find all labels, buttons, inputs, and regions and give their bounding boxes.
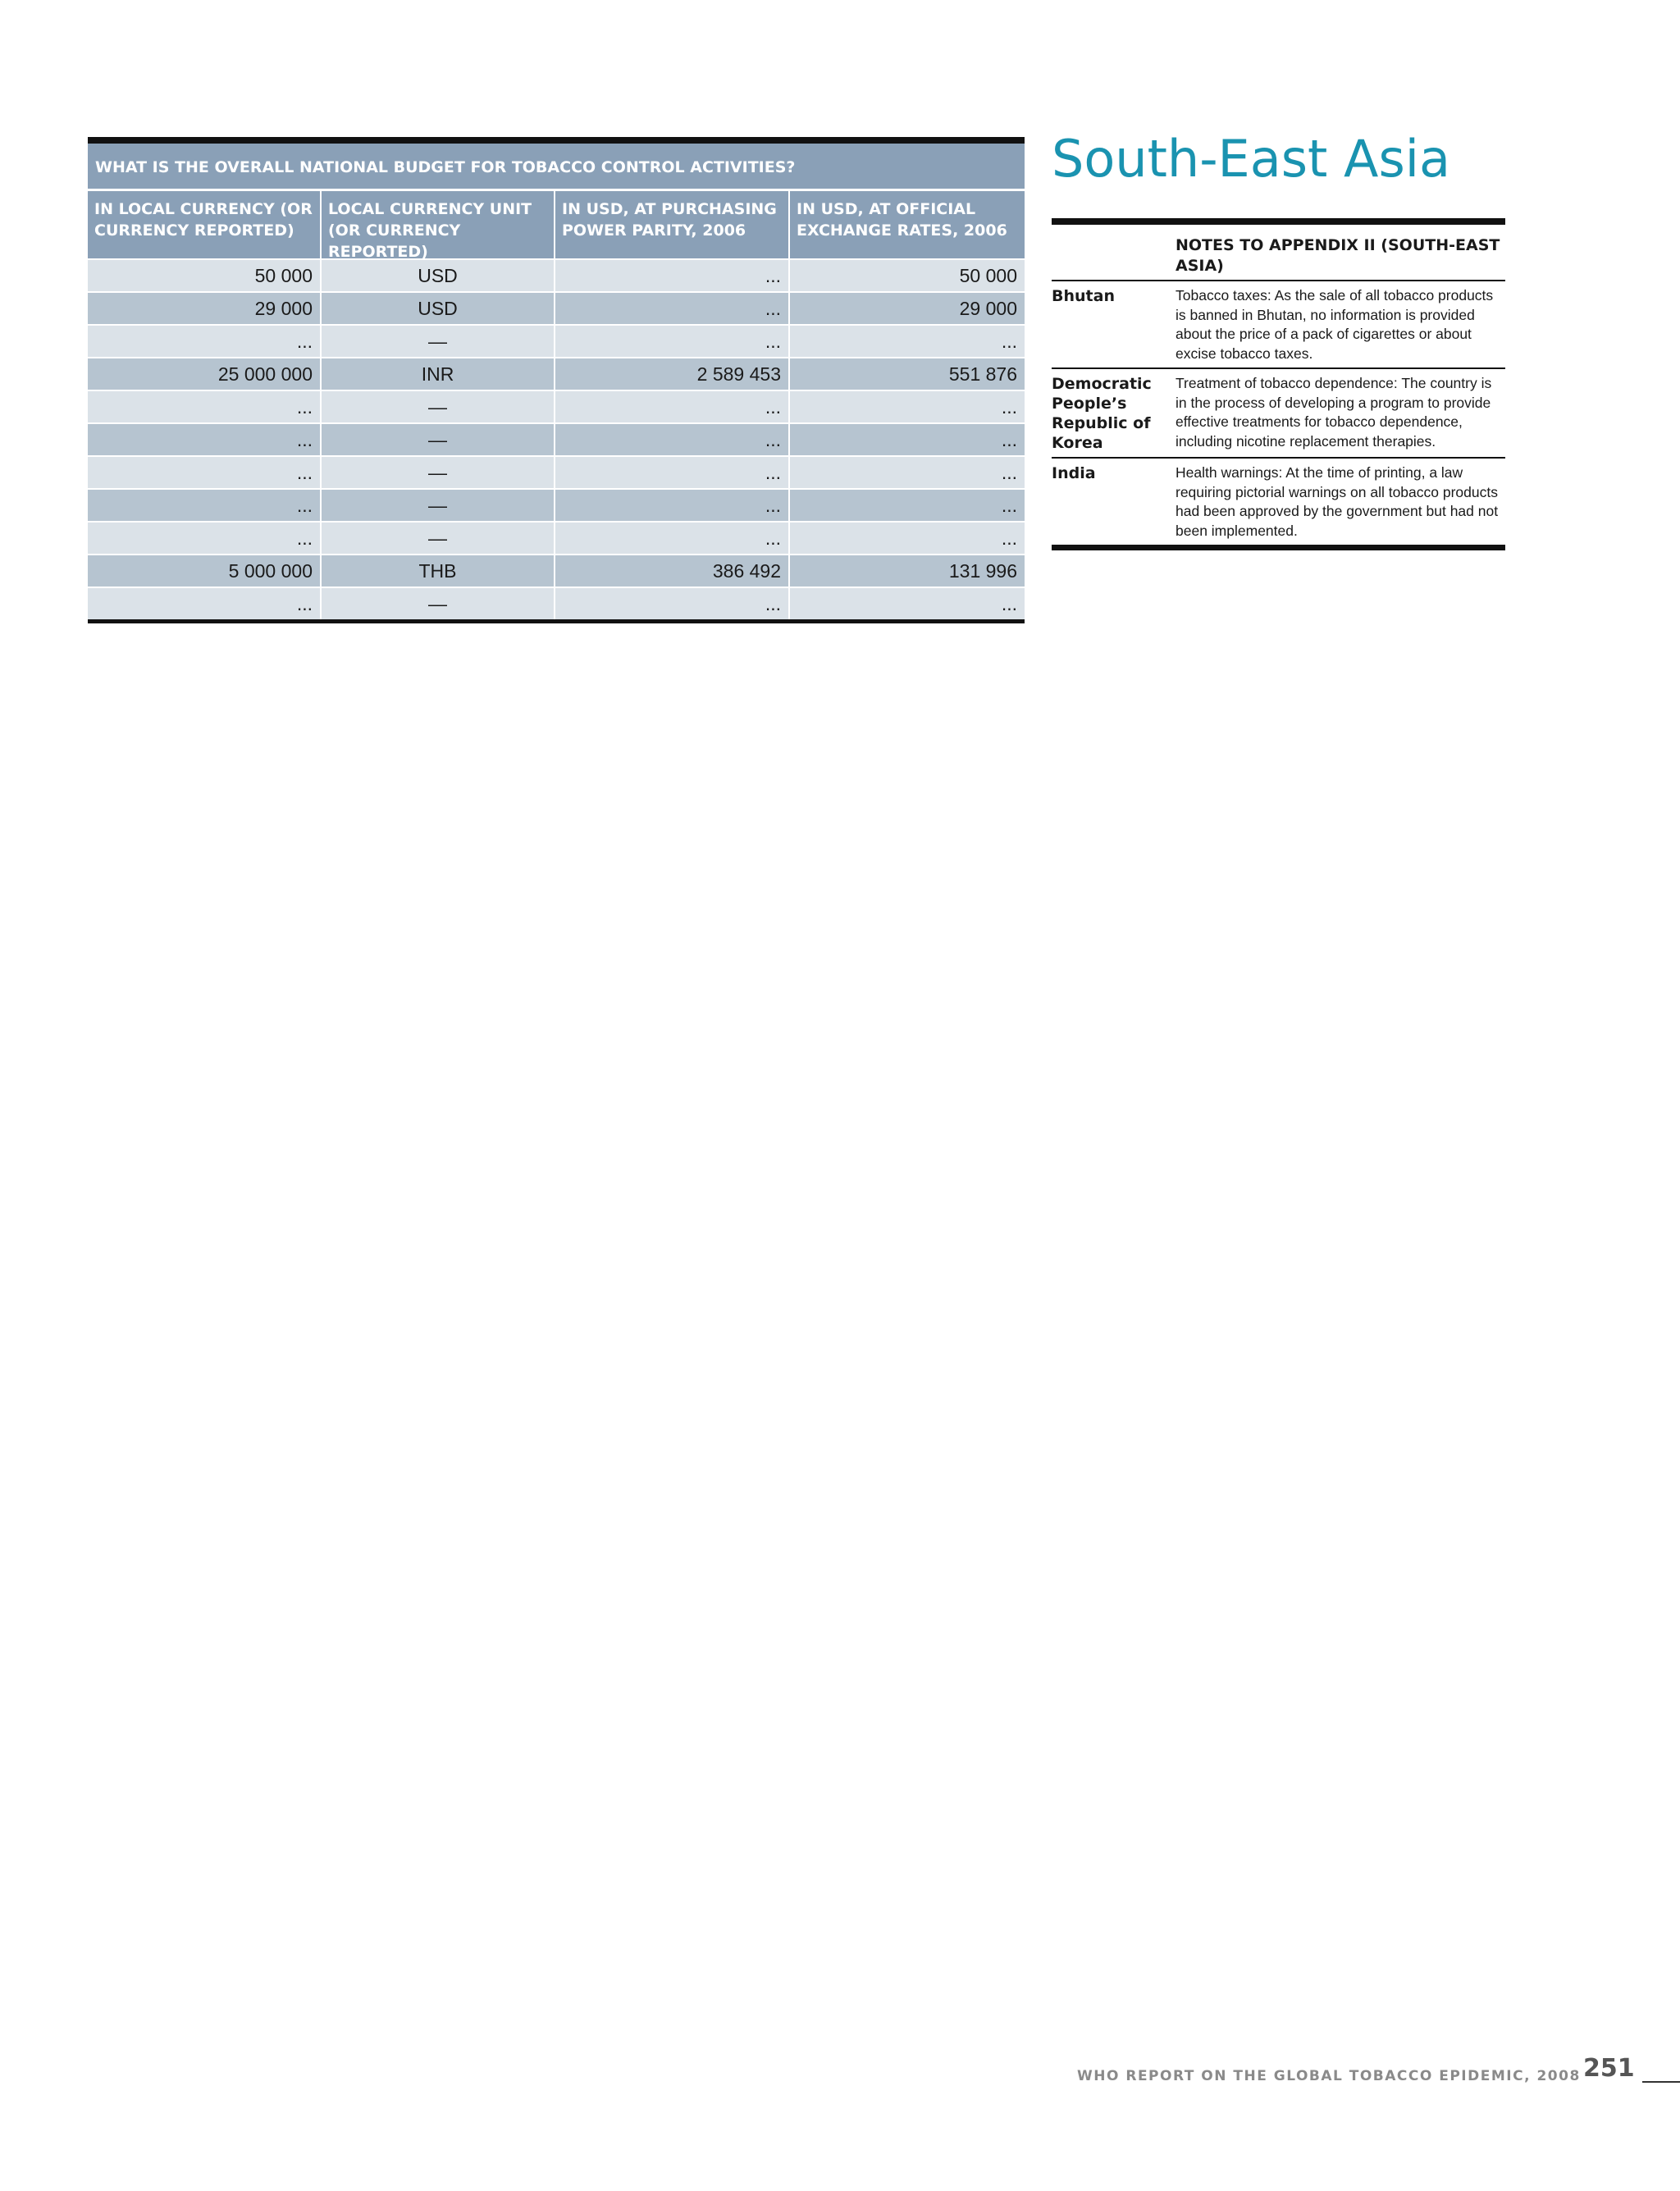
cell-usd-exchange: ... bbox=[1001, 527, 1017, 549]
cell-currency-unit: — bbox=[322, 588, 555, 619]
table-row bbox=[88, 521, 1025, 554]
note-country: Democratic People’s Republic of Korea bbox=[1052, 375, 1152, 452]
header-local-currency: IN LOCAL CURRENCY (OR CURRENCY REPORTED) bbox=[88, 191, 322, 270]
cell-usd-exchange: ... bbox=[1001, 429, 1017, 450]
table-row bbox=[88, 357, 1025, 390]
table-body bbox=[88, 258, 1025, 619]
note-item bbox=[1052, 459, 1505, 546]
cell-usd-ppp: 2 589 453 bbox=[555, 358, 790, 390]
cell-local-currency: ... bbox=[88, 424, 322, 455]
cell-usd-exchange: 29 000 bbox=[959, 298, 1017, 319]
notes-panel bbox=[1052, 218, 1505, 550]
table-row bbox=[88, 324, 1025, 357]
table-row bbox=[88, 258, 1025, 291]
table-row bbox=[88, 554, 1025, 587]
footer-report-title: WHO REPORT ON THE GLOBAL TOBACCO EPIDEMIC, 2008 bbox=[1077, 2068, 1581, 2084]
table-row bbox=[88, 291, 1025, 324]
cell-usd-ppp: ... bbox=[555, 391, 790, 422]
table-title: WHAT IS THE OVERALL NATIONAL BUDGET FOR TOBACCO CONTROL ACTIVITIES? bbox=[88, 144, 1025, 191]
cell-usd-exchange: 551 876 bbox=[948, 363, 1017, 385]
cell-local-currency: ... bbox=[88, 523, 322, 554]
cell-local-currency: 50 000 bbox=[88, 260, 322, 291]
cell-currency-unit: — bbox=[322, 490, 555, 521]
cell-currency-unit: — bbox=[322, 326, 555, 357]
note-country: Bhutan bbox=[1052, 287, 1115, 305]
cell-usd-exchange: ... bbox=[1001, 331, 1017, 352]
cell-usd-ppp: ... bbox=[555, 490, 790, 521]
table-row bbox=[88, 455, 1025, 488]
cell-usd-ppp: ... bbox=[555, 523, 790, 554]
cell-local-currency: 5 000 000 bbox=[88, 555, 322, 587]
cell-local-currency: 29 000 bbox=[88, 293, 322, 324]
note-item bbox=[1052, 369, 1505, 459]
note-text: Treatment of tobacco dependence: The country is in the process of developing a program to provide effective treatments for tobacco dependence, including nicotine replacement therapies. bbox=[1176, 375, 1492, 450]
cell-usd-ppp: 386 492 bbox=[555, 555, 790, 587]
table-row bbox=[88, 422, 1025, 455]
cell-usd-ppp: ... bbox=[555, 293, 790, 324]
cell-currency-unit: USD bbox=[322, 293, 555, 324]
page-number: 251 bbox=[1583, 2054, 1635, 2083]
cell-local-currency: ... bbox=[88, 588, 322, 619]
cell-usd-ppp: ... bbox=[555, 260, 790, 291]
notes-heading: NOTES TO APPENDIX II (SOUTH-EAST ASIA) bbox=[1052, 225, 1505, 281]
note-item bbox=[1052, 281, 1505, 369]
cell-usd-exchange: 50 000 bbox=[959, 265, 1017, 286]
footer-rule bbox=[1642, 2081, 1680, 2083]
header-currency-unit: LOCAL CURRENCY UNIT (OR CURRENCY REPORTED) bbox=[322, 191, 555, 270]
cell-currency-unit: USD bbox=[322, 260, 555, 291]
header-usd-exchange: IN USD, AT OFFICIAL EXCHANGE RATES, 2006 bbox=[797, 200, 1007, 240]
region-title: South-East Asia bbox=[1052, 129, 1450, 189]
cell-local-currency: ... bbox=[88, 457, 322, 488]
cell-currency-unit: — bbox=[322, 523, 555, 554]
cell-usd-exchange: 131 996 bbox=[948, 560, 1017, 582]
notes-bottom-rule bbox=[1052, 546, 1505, 550]
cell-usd-ppp: ... bbox=[555, 424, 790, 455]
table-header-row bbox=[88, 191, 1025, 261]
table-top-rule bbox=[88, 137, 1025, 144]
table-row bbox=[88, 390, 1025, 422]
cell-usd-ppp: ... bbox=[555, 588, 790, 619]
cell-currency-unit: — bbox=[322, 457, 555, 488]
table-row bbox=[88, 587, 1025, 619]
cell-usd-ppp: ... bbox=[555, 326, 790, 357]
cell-local-currency: ... bbox=[88, 326, 322, 357]
cell-currency-unit: — bbox=[322, 424, 555, 455]
cell-currency-unit: — bbox=[322, 391, 555, 422]
cell-usd-exchange: ... bbox=[1001, 396, 1017, 418]
cell-usd-exchange: ... bbox=[1001, 593, 1017, 614]
note-text: Health warnings: At the time of printing, a law requiring pictorial warnings on all tobacco products had been approved by the government but had not been implemented. bbox=[1176, 464, 1499, 539]
table-row bbox=[88, 488, 1025, 521]
cell-usd-exchange: ... bbox=[1001, 462, 1017, 483]
cell-local-currency: ... bbox=[88, 391, 322, 422]
table-bottom-rule bbox=[88, 619, 1025, 623]
note-text: Tobacco taxes: As the sale of all tobacco products is banned in Bhutan, no information is provided about the price of a pack of cigarettes or about excise tobacco taxes. bbox=[1176, 287, 1494, 362]
cell-local-currency: ... bbox=[88, 490, 322, 521]
notes-top-rule bbox=[1052, 218, 1505, 225]
note-country: India bbox=[1052, 464, 1096, 482]
cell-usd-exchange: ... bbox=[1001, 495, 1017, 516]
cell-currency-unit: THB bbox=[322, 555, 555, 587]
cell-usd-ppp: ... bbox=[555, 457, 790, 488]
cell-currency-unit: INR bbox=[322, 358, 555, 390]
cell-local-currency: 25 000 000 bbox=[88, 358, 322, 390]
header-usd-ppp: IN USD, AT PURCHASING POWER PARITY, 2006 bbox=[555, 191, 790, 270]
budget-table bbox=[88, 137, 1025, 623]
